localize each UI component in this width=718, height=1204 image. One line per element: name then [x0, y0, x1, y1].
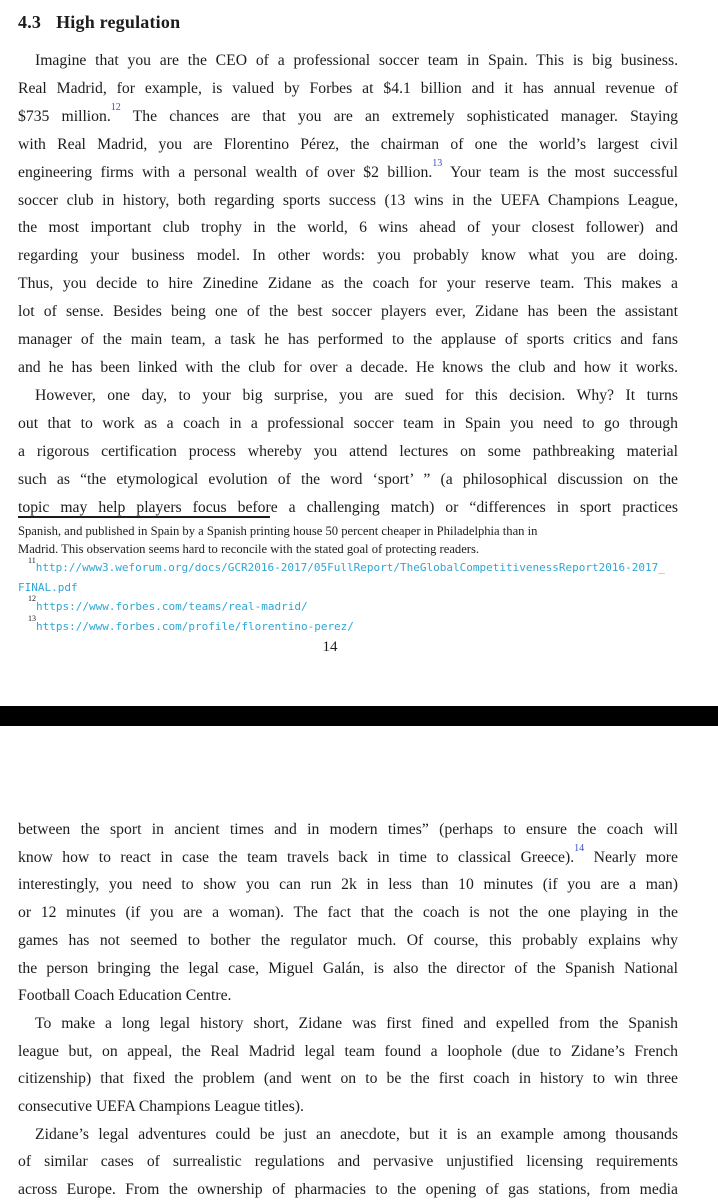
text-line: topic may help players focus before a challenging match) or “differences in sport practices — [18, 498, 678, 516]
footnote-url[interactable]: https://www.forbes.com/profile/florentino-perez/ — [36, 619, 354, 633]
text-line: soccer club in history, both regarding sports success (13 wins in the UEFA Champions League, — [18, 191, 678, 209]
footnote-url[interactable]: https://www.forbes.com/teams/real-madrid/ — [36, 600, 308, 614]
text-line: $735 million.$^{12}$ The chances are that you are an extremely sophisticated manager. Staying — [18, 102, 679, 125]
footnote-content — [18, 522, 678, 636]
footnote-item-line — [18, 613, 678, 636]
text-line: games has not seemed to bother the regulator much. Of course, this probably explains why — [18, 931, 678, 949]
text-line: of similar cases of surrealistic regulations and pervasive unjustified licensing requirements — [18, 1153, 678, 1171]
text-line: interestingly, you need to show you can run 2k in less than 10 minutes (if you are a man) — [18, 876, 678, 894]
footnote-continuation-line: Spanish, and published in Spain by a Spanish printing house 50 percent cheaper in Philadelphia than in — [18, 523, 538, 538]
text-line: know how to react in case the team travels back in time to classical Greece).$^{14}$ Nearly more — [18, 842, 678, 866]
paragraph — [18, 382, 678, 522]
text-line: and he has been linked with the club for over a decade. He knows the club and how it works. — [18, 358, 678, 376]
text-line: lot of sense. Besides being one of the best soccer players ever, Zidane has been the assistant — [18, 303, 678, 321]
footnote-ref-14[interactable]: 14 — [574, 842, 585, 854]
footnote-block — [18, 516, 678, 636]
text-line: the most important club trophy in the world, 6 wins ahead of your closest follower) and — [18, 219, 678, 237]
section-heading — [18, 12, 180, 33]
paragraph — [18, 47, 678, 382]
footnote-marker-12: 12 — [28, 594, 37, 604]
footnote-item-line — [18, 555, 678, 577]
text-line: However, one day, to your big surprise, you are sued for this decision. Why? It turns — [35, 386, 678, 404]
text-line: To make a long legal history short, Zidane was first fined and expelled from the Spanish — [35, 1014, 678, 1032]
text-line: Thus, you decide to hire Zinedine Zidane as the coach for your reserve team. This makes a — [18, 275, 678, 293]
text-line: a rigorous certification process whereby you attend lectures on some pathbreaking material — [18, 442, 678, 460]
footnote-separator-rule — [18, 516, 270, 518]
section-number: 4.3 — [18, 12, 42, 32]
text-line: or 12 minutes (if you are a woman). The fact that the coach is not the one playing in the — [18, 904, 678, 922]
page-14-body — [18, 47, 678, 521]
text-line: Football Coach Education Centre. — [18, 987, 232, 1005]
text-line: Real Madrid, for example, is valued by Forbes at $4.1 billion and it has annual revenue of — [18, 79, 678, 97]
footnote-ref-12[interactable]: 12 — [110, 102, 121, 114]
text-line: such as “the etymological evolution of the word ‘sport’ ” (a philosophical discussion on the — [18, 470, 678, 488]
page-15-body — [18, 816, 678, 1204]
text-line: regarding your business model. In other words: you probably know what you are doing. — [18, 247, 678, 265]
footnote-marker-11: 11 — [28, 555, 36, 565]
page-divider-bar — [0, 706, 718, 726]
text-line: Imagine that you are the CEO of a professional soccer team in Spain. This is big business. — [35, 52, 678, 69]
footnote-ref-13[interactable]: 13 — [432, 157, 443, 169]
paragraph — [18, 1010, 678, 1121]
footnote-url[interactable]: FINAL.pdf — [18, 580, 78, 594]
footnote-marker-13: 13 — [28, 613, 37, 623]
text-line: across Europe. From the ownership of pharmacies to the opening of gas stations, from media — [18, 1181, 678, 1199]
paragraph — [18, 816, 678, 1010]
text-line: engineering firms with a personal wealth of over $2 billion.$^{13}$ Your team is the most successful — [18, 157, 678, 181]
section-title: High regulation — [56, 12, 181, 32]
footnote-continuation-line: Madrid. This observation seems hard to reconcile with the stated goal of protecting readers. — [18, 541, 480, 556]
paragraph — [18, 1121, 678, 1204]
text-line: manager of the main team, a task he has performed to the applause of sports critics and fans — [18, 331, 678, 349]
text-line: league but, on appeal, the Real Madrid legal team found a loophole (due to Zidane’s French — [18, 1042, 678, 1060]
text-line: citizenship) that fixed the problem (and went on to be the first coach in history to win three — [18, 1070, 678, 1088]
text-line: Zidane’s legal adventures could be just an anecdote, but it is an example among thousands — [35, 1125, 678, 1143]
text-line: out that to work as a coach in a professional soccer team in Spain you need to go through — [18, 414, 678, 432]
text-line: consecutive UEFA Champions League titles). — [18, 1098, 304, 1116]
text-line: with Real Madrid, you are Florentino Pérez, the chairman of one the world’s largest civil — [18, 135, 678, 153]
text-line: the person bringing the legal case, Miguel Galán, is also the director of the Spanish National — [18, 959, 678, 977]
footnote-item-line — [18, 594, 678, 616]
text-line: between the sport in ancient times and in modern times” (perhaps to ensure the coach will — [18, 821, 678, 838]
page-number: 14 — [322, 639, 338, 655]
footnote-url[interactable]: http://www3.weforum.org/docs/GCR2016-2017/05FullReport/TheGlobalCompetitivenessReport2016-2017_ — [35, 561, 665, 575]
footnote-item-line — [18, 578, 678, 597]
